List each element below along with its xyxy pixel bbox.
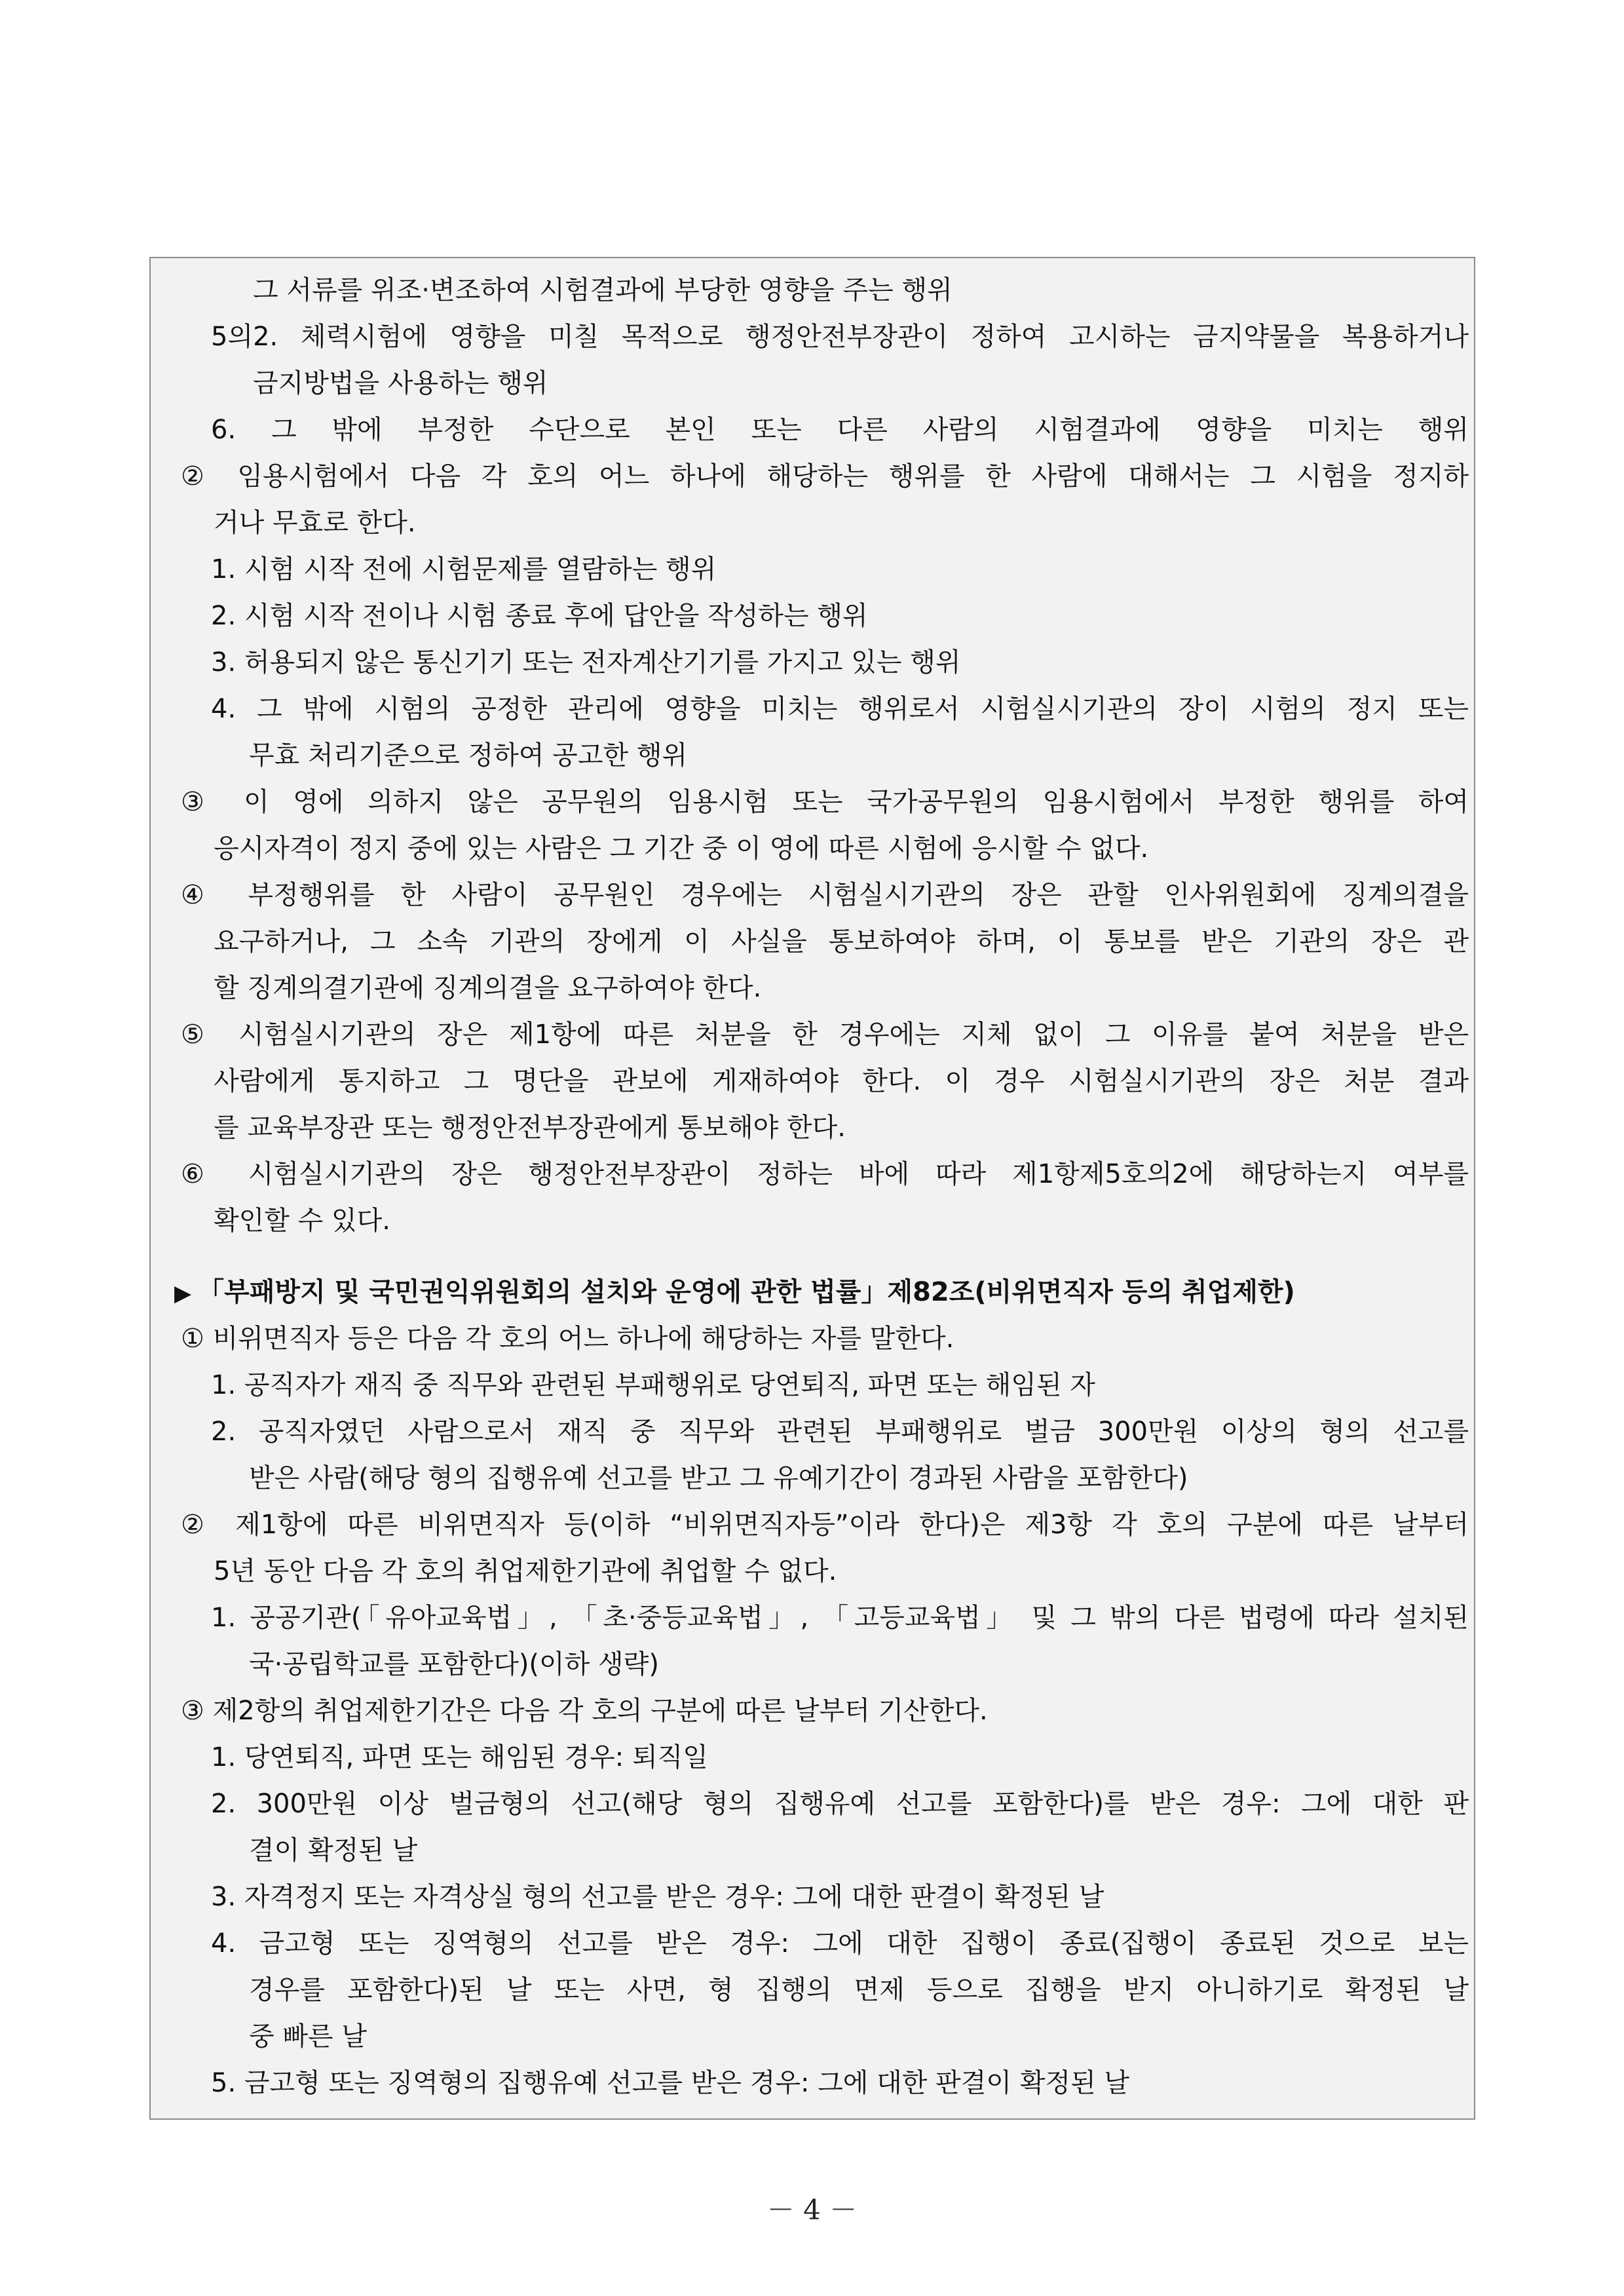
text-line: 1. 시험 시작 전에 시험문제를 열람하는 행위 [211, 554, 717, 584]
text-line: ③ 이 영에 의하지 않은 공무원의 임용시험 또는 국가공무원의 임용시험에서 부정한 행위를 하여 [181, 787, 1469, 817]
text-line: 5의2. 체력시험에 영향을 미칠 목적으로 행정안전부장관이 정하여 고시하는 금지약물을 복용하거나 [211, 322, 1469, 352]
text-line: 중 빠른 날 [249, 2021, 367, 2052]
text-line: ② 제1항에 따른 비위면직자 등(이하 “비위면직자등”이라 한다)은 제3항 각 호의 구분에 따른 날부터 [181, 1510, 1469, 1540]
text-line: 무효 처리기준으로 정하여 공고한 행위 [249, 740, 688, 771]
text-line: 2. 300만원 이상 벌금형의 선고(해당 형의 집행유예 선고를 포함한다)를 받은 경우: 그에 대한 판 [211, 1789, 1469, 1819]
text-line: 3. 허용되지 않은 통신기기 또는 전자계산기기를 가지고 있는 행위 [211, 647, 961, 678]
text-line: 받은 사람(해당 형의 집행유예 선고를 받고 그 유예기간이 경과된 사람을 포함한다) [249, 1463, 1188, 1493]
section-heading [174, 1269, 1469, 1316]
text-line: 그 서류를 위조·변조하여 시험결과에 부당한 영향을 주는 행위 [253, 275, 953, 305]
text-line: 5. 금고형 또는 징역형의 집행유예 선고를 받은 경우: 그에 대한 판결이 확정된 날 [211, 2068, 1130, 2098]
text-line: 6. 그 밖에 부정한 수단으로 본인 또는 다른 사람의 시험결과에 영향을 미치는 행위 [211, 415, 1469, 445]
text-line: 4. 그 밖에 시험의 공정한 관리에 영향을 미치는 행위로서 시험실시기관의 장이 시험의 정지 또는 [211, 694, 1469, 724]
text-line: 확인할 수 있다. [214, 1206, 390, 1236]
text-line: ② 임용시험에서 다음 각 호의 어느 하나에 해당하는 행위를 한 사람에 대해서는 그 시험을 정지하 [181, 461, 1469, 491]
text-line: ⑥ 시험실시기관의 장은 행정안전부장관이 정하는 바에 따라 제1항제5호의2에 해당하는지 여부를 [181, 1159, 1469, 1189]
text-line: ① 비위면직자 등은 다음 각 호의 어느 하나에 해당하는 자를 말한다. [181, 1324, 954, 1354]
text-line: 요구하거나, 그 소속 기관의 장에게 이 사실을 통보하여야 하며, 이 통보를 받은 기관의 장은 관 [214, 927, 1469, 957]
text-line: 4. 금고형 또는 징역형의 선고를 받은 경우: 그에 대한 집행이 종료(집행이 종료된 것으로 보는 [211, 1928, 1469, 1959]
text-line: 사람에게 통지하고 그 명단을 관보에 게재하여야 한다. 이 경우 시험실시기관의 장은 처분 결과 [214, 1066, 1469, 1096]
text-line: 를 교육부장관 또는 행정안전부장관에게 통보해야 한다. [214, 1113, 846, 1143]
text-line: ③ 제2항의 취업제한기간은 다음 각 호의 구분에 따른 날부터 기산한다. [181, 1696, 988, 1726]
text-line: 2. 시험 시작 전이나 시험 종료 후에 답안을 작성하는 행위 [211, 601, 868, 631]
section-gap [151, 1244, 1474, 1269]
text-line: ⑤ 시험실시기관의 장은 제1항에 따른 처분을 한 경우에는 지체 없이 그 이유를 붙여 처분을 받은 [181, 1020, 1469, 1050]
text-line: 결이 확정된 날 [249, 1835, 418, 1866]
content-box [149, 257, 1475, 2120]
text-line: ④ 부정행위를 한 사람이 공무원인 경우에는 시험실시기관의 장은 관할 인사위원회에 징계의결을 [181, 880, 1469, 910]
text-line: 1. 당연퇴직, 파면 또는 해임된 경우: 퇴직일 [211, 1742, 708, 1772]
text-line: 1. 공직자가 재직 중 직무와 관련된 부패행위로 당연퇴직, 파면 또는 해임된 자 [211, 1370, 1095, 1400]
text-line: 거나 무효로 한다. [214, 508, 416, 538]
text-line: 2. 공직자였던 사람으로서 재직 중 직무와 관련된 부패행위로 벌금 300만원 이상의 형의 선고를 [211, 1417, 1469, 1447]
text-line: 금지방법을 사용하는 행위 [253, 368, 548, 398]
triangle-right-icon: ▶ [174, 1280, 192, 1307]
text-line: 응시자격이 정지 중에 있는 사람은 그 기간 중 이 영에 따른 시험에 응시할 수 없다. [214, 833, 1149, 864]
text-line: 경우를 포함한다)된 날 또는 사면, 형 집행의 면제 등으로 집행을 받지 아니하기로 확정된 날 [249, 1975, 1469, 2005]
section-heading-text: 「부패방지 및 국민권익위원회의 설치와 운영에 관한 법률」제82조(비위면직자 등의 취업제한) [198, 1277, 1295, 1307]
text-line: 1. 공공기관(「유아교육법」, 「초·중등교육법」, 「고등교육법」 및 그 밖의 다른 법령에 따라 설치된 [211, 1603, 1469, 1633]
text-line: 3. 자격정지 또는 자격상실 형의 선고를 받은 경우: 그에 대한 판결이 확정된 날 [211, 1882, 1105, 1912]
text-line: 5년 동안 다음 각 호의 취업제한기관에 취업할 수 없다. [214, 1556, 837, 1586]
text-line: 할 징계의결기관에 징계의결을 요구하여야 한다. [214, 973, 762, 1003]
page-number: － 4 － [766, 2194, 858, 2226]
text-line: 국·공립학교를 포함한다)(이하 생략) [249, 1649, 659, 1679]
